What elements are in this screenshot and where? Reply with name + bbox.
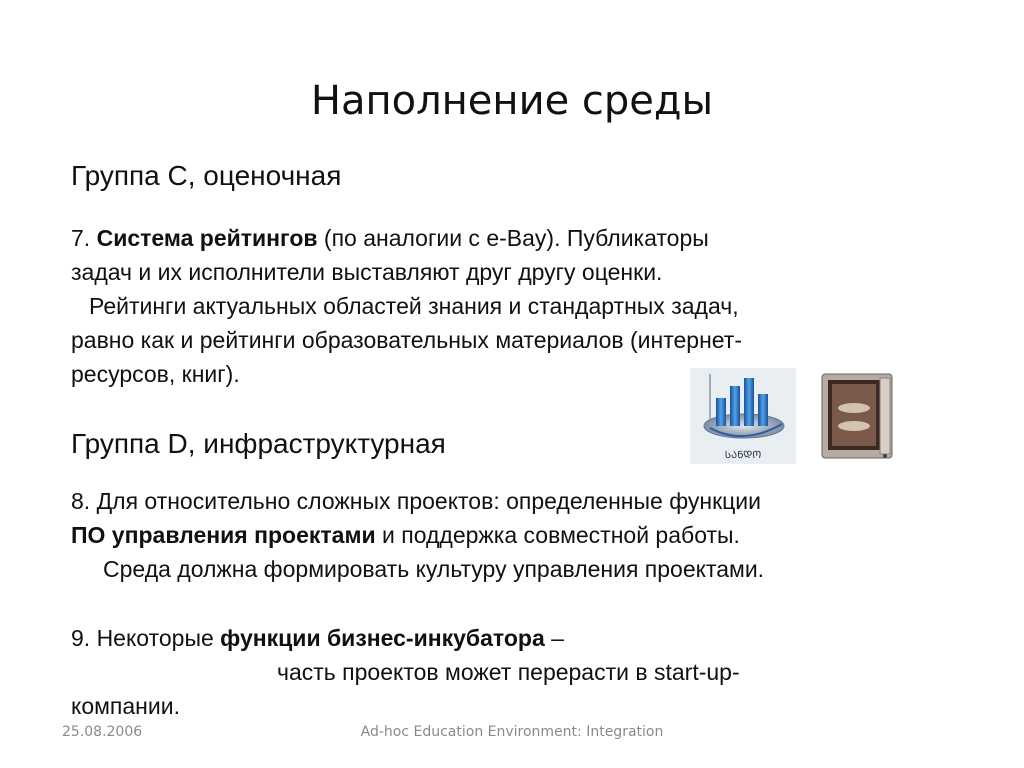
item-7-line-2: задач и их исполнители выставляют друг другу оценки. [71, 259, 663, 285]
item-9-paragraph [71, 621, 740, 723]
footer-center-text: Ad-hoc Education Environment: Integration [360, 724, 664, 740]
slide-title: Наполнение среды [310, 78, 714, 124]
project-management-bold: ПО управления проектами [71, 522, 376, 548]
item-7-line-1: 7. Система рейтингов (по аналогии с e-Bay). Публикаторы [71, 225, 709, 251]
incubator-oven-icon [818, 368, 896, 464]
bar-chart-logo-icon [690, 368, 796, 464]
item-7-line-4: равно как и рейтинги образовательных материалов (интернет- [71, 327, 742, 353]
item-8-line-1: 8. Для относительно сложных проектов: определенные функции [71, 488, 761, 514]
item-7-paragraph [71, 221, 742, 391]
rating-chart-image [690, 368, 796, 464]
item-7-line-5: ресурсов, книг). [71, 361, 240, 387]
item-8-line-2: ПО управления проектами и поддержка совместной работы. [71, 522, 740, 548]
rating-system-bold: Система рейтингов [96, 225, 318, 251]
footer-date: 25.08.2006 [62, 724, 143, 740]
business-incubator-bold: функции бизнес-инкубатора [220, 625, 545, 651]
item-9-line-2: часть проектов может перерасти в start-up- [277, 659, 740, 685]
item-9-line-1: 9. Некоторые функции бизнес-инкубатора – [71, 625, 564, 651]
logo-caption: ᲡᲐᲜᲓᲝ [724, 450, 762, 461]
item-8-paragraph [71, 484, 764, 586]
item-8-line-3: Среда должна формировать культуру управления проектами. [103, 556, 765, 582]
item-9-line-3: компании. [71, 693, 180, 719]
group-d-heading: Группа D, инфраструктурная [71, 428, 446, 459]
group-c-heading: Группа С, оценочная [71, 160, 342, 191]
item-7-line-3: Рейтинги актуальных областей знания и стандартных задач, [89, 293, 739, 319]
incubator-image [818, 368, 896, 464]
